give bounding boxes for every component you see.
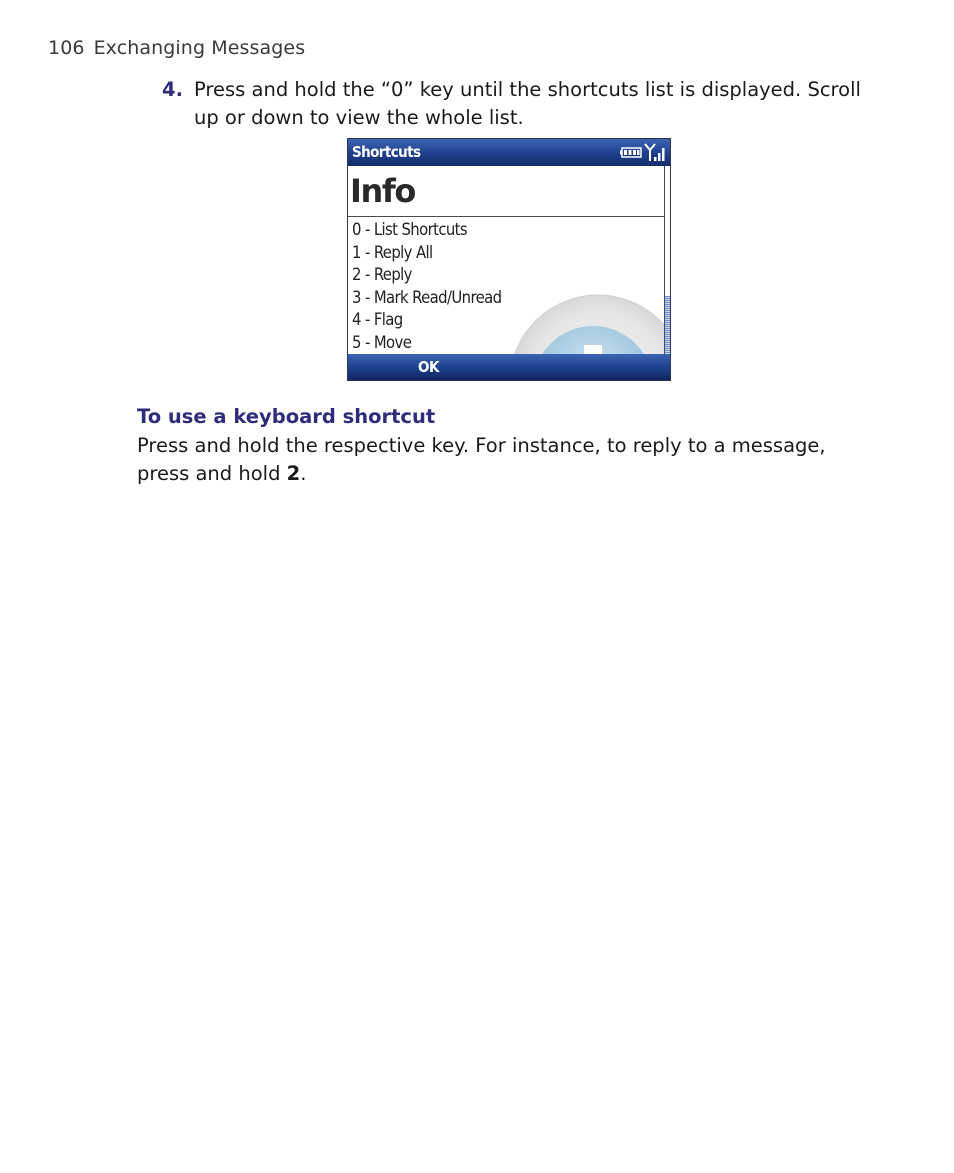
shortcut-item[interactable]: 5 - Move [352,332,412,352]
battery-icon [620,147,642,158]
shortcuts-list[interactable] [348,218,664,354]
shortcut-item[interactable]: 3 - Mark Read/Unread [352,287,502,307]
shortcut-item[interactable]: 2 - Reply [352,265,412,284]
info-header [348,166,664,217]
body-text: Press and hold the respective key. For instance, to reply to a message, press and hold [137,434,826,485]
step-text: Press and hold the “0” key until the shortcuts list is displayed. Scroll up or down to view the whole list. [194,78,861,129]
section-body [137,432,857,488]
body-end: . [300,462,307,485]
step-number: 4. [162,78,183,101]
section-title: To use a keyboard shortcut [137,405,436,428]
scrollbar[interactable] [664,166,671,354]
softkey-bar [348,354,670,380]
shortcut-item[interactable]: 1 - Reply All [352,242,433,262]
key-name: 2 [286,462,301,485]
phone-screenshot [347,138,671,381]
section-name: Exchanging Messages [93,37,306,59]
shortcut-item[interactable]: 4 - Flag [352,310,403,329]
ok-softkey[interactable]: OK [418,358,439,376]
info-heading: Info [350,172,415,210]
signal-icon [644,142,667,162]
shortcut-item[interactable]: 0 - List Shortcuts [352,220,468,239]
running-head [48,37,305,59]
screen-title: Shortcuts [352,143,421,161]
title-bar [348,139,670,166]
page-number: 106 [48,37,85,59]
scrollbar-thumb[interactable] [665,296,671,354]
